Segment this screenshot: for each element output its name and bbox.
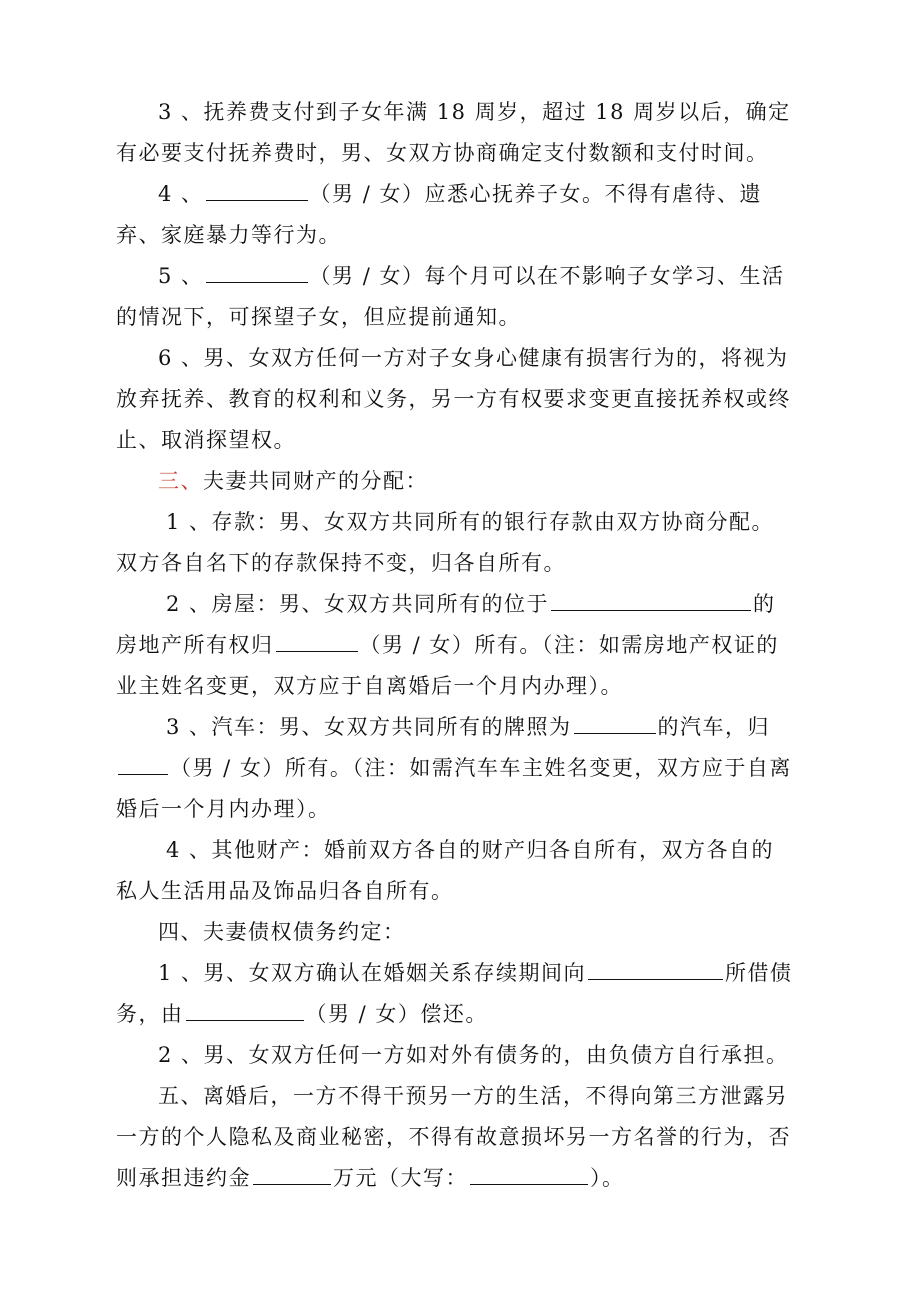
blank-visitor[interactable] [206, 260, 308, 283]
clause-harm-penalty: 6 、男、女双方任何一方对子女身心健康有损害行为的，将视为放弃抚养、教育的权利和义务，另一方有权要求变更直接抚养权或终止、取消探望权。 [116, 346, 791, 452]
blank-plate-number[interactable] [574, 711, 656, 734]
blank-debtor[interactable] [186, 998, 304, 1021]
document-body [116, 92, 796, 1199]
clause-car: 3 、汽车：男、女双方共同所有的牌照为 的汽车，归（男 / 女）所有。（注：如需汽车车主姓名变更，双方应于自离婚后一个月内办理）。 [116, 707, 796, 830]
clause-separate-debt: 2 、男、女双方任何一方如对外有债务的，由负债方自行承担。 [158, 1043, 789, 1067]
clause-child-support-duration: 3 、抚养费支付到子女年满 18 周岁，超过 18 周岁以后，确定有必要支付抚养费时，男、女双方协商确定支付数额和支付时间。 [116, 100, 791, 165]
clause-house: 2 、房屋：男、女双方共同所有的位于 的房地产所有权归 （男 / 女）所有。（注：如需房地产权证的业主姓名变更，双方应于自离婚后一个月内办理）。 [116, 584, 796, 707]
blank-house-owner[interactable] [276, 629, 358, 652]
section-number: 三、 [158, 469, 203, 493]
section-heading-property: 三、夫妻共同财产的分配： [158, 469, 428, 493]
clause-deposits: 1 、存款：男、女双方共同所有的银行存款由双方协商分配。双方各自名下的存款保持不变，归各自所有。 [116, 510, 775, 575]
blank-house-location[interactable] [551, 588, 751, 611]
clause-child-care: 4 、 （男 / 女）应悉心抚养子女。不得有虐待、遗弃、家庭暴力等行为。 [116, 174, 796, 256]
section-heading-debts: 四、夫妻债权债务约定： [158, 920, 406, 944]
blank-creditor[interactable] [588, 957, 723, 980]
clause-privacy: 五、离婚后，一方不得干预另一方的生活，不得向第三方泄露另一方的个人隐私及商业秘密，不得有故意损坏另一方名誉的行为，否则承担违约金 万元（大写： ）。 [116, 1084, 791, 1190]
blank-penalty-amount[interactable] [253, 1162, 331, 1185]
blank-caregiver[interactable] [206, 178, 308, 201]
clause-other-property: 4 、其他财产：婚前双方各自的财产归各自所有，双方各自的私人生活用品及饰品归各自所有。 [116, 838, 775, 903]
blank-car-owner[interactable] [118, 752, 168, 775]
clause-joint-debt: 1 、男、女双方确认在婚姻关系存续期间向 所借债务，由 （男 / 女）偿还。 [116, 953, 796, 1035]
clause-visitation: 5 、 （男 / 女）每个月可以在不影响子女学习、生活的情况下，可探望子女，但应提前通知。 [116, 256, 796, 338]
blank-penalty-amount-words[interactable] [470, 1162, 588, 1185]
